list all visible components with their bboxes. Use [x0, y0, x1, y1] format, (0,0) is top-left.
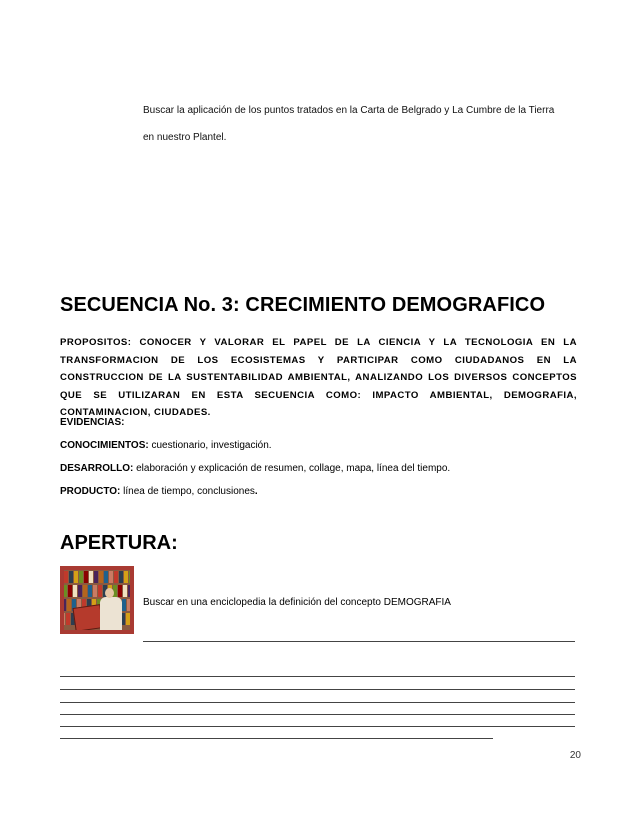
intro-line-1: Buscar la aplicación de los puntos tratados en la Carta de Belgrado y La Cumbre de la Tierra [143, 105, 555, 116]
answer-line-7[interactable] [60, 738, 493, 739]
evidencias-label: EVIDENCIAS: [60, 417, 125, 428]
desarrollo-line [60, 463, 450, 474]
producto-label: PRODUCTO: [60, 486, 121, 497]
conocimientos-line [60, 440, 272, 451]
conocimientos-text: cuestionario, investigación. [148, 440, 272, 451]
library-reading-image [60, 566, 134, 634]
answer-line-2[interactable] [60, 676, 575, 677]
sequence-title: SECUENCIA No. 3: CRECIMIENTO DEMOGRAFICO [60, 294, 546, 316]
apertura-title: APERTURA: [60, 532, 178, 554]
conocimientos-label: CONOCIMIENTOS: [60, 440, 149, 451]
answer-line-5[interactable] [60, 714, 575, 715]
page-number: 20 [569, 750, 581, 761]
answer-line-6[interactable] [60, 726, 575, 727]
producto-line [60, 486, 258, 497]
producto-period: . [254, 486, 258, 497]
answer-line-3[interactable] [60, 689, 575, 690]
answer-line-1[interactable] [143, 641, 575, 642]
answer-line-4[interactable] [60, 702, 575, 703]
desarrollo-text: elaboración y explicación de resumen, collage, mapa, línea del tiempo. [133, 463, 451, 474]
propositos-paragraph: PROPOSITOS: CONOCER Y VALORAR EL PAPEL DE LA CIENCIA Y LA TECNOLOGIA EN LA TRANSFORMACION DE LOS ECOSISTEMAS Y PARTICIPAR COMO CIUDADANOS EN LA CONSTRUCCION DE LA SUSTENTABILIDAD AMBIENTAL, ANALIZANDO LOS DIVERSOS CONCEPTOS QUE SE UTILIZARAN EN ESTA SECUENCIA COMO: IMPACTO AMBIENTAL, DEMOGRAFIA, CONTAMINACION, CIUDADES. [60, 337, 577, 418]
desarrollo-label: DESARROLLO: [60, 463, 134, 474]
producto-text: línea de tiempo, conclusiones [120, 486, 255, 497]
apertura-instruction: Buscar en una enciclopedia la definición del concepto DEMOGRAFIA [143, 597, 451, 608]
intro-line-2: en nuestro Plantel. [143, 132, 227, 143]
